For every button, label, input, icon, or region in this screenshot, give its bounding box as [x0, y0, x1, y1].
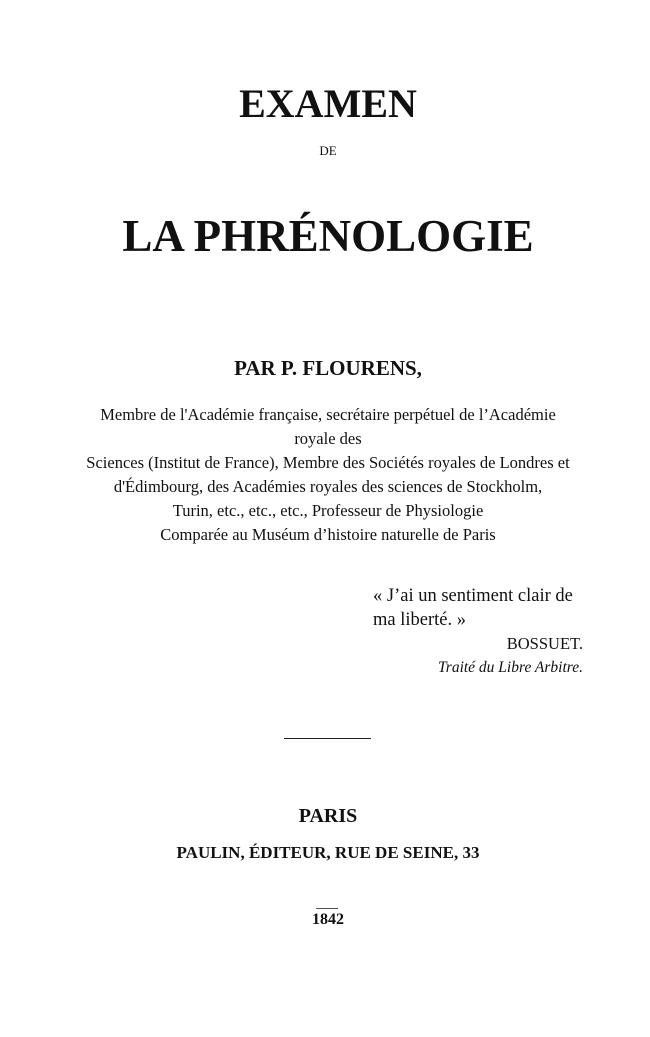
epigraph-author: BOSSUET. [506, 634, 583, 653]
title: EXAMEN [239, 81, 417, 126]
imprint-year: 1842 [312, 911, 344, 928]
epigraph-line: ma liberté. » [373, 610, 466, 630]
title-connector: DE [319, 143, 337, 158]
year-rule [316, 908, 338, 909]
imprint-city: PARIS [298, 805, 358, 827]
description-line: Sciences (Institut de France), Membre des Sociétés royales de Londres et [86, 453, 570, 472]
description-line: Comparée au Muséum d’histoire naturelle de Paris [160, 525, 496, 544]
divider-rule [284, 738, 371, 739]
description-line: Turin, etc., etc., etc., Professeur de Physiologie [172, 501, 484, 520]
epigraph-source: Traité du Libre Arbitre. [438, 659, 583, 676]
description-line: d'Édimbourg, des Académies royales des sciences de Stockholm, [113, 477, 543, 496]
imprint-publisher: PAULIN, ÉDITEUR, RUE DE SEINE, 33 [176, 843, 480, 862]
author-description [0, 403, 650, 547]
description-line: Membre de l'Académie française, secrétaire perpétuel de l’Académie [100, 405, 556, 424]
author-line: PAR P. FLOURENS, [234, 356, 422, 380]
epigraph-line: « J’ai un sentiment clair de [373, 586, 573, 606]
description-line: royale des [294, 429, 362, 448]
epigraph [373, 584, 583, 680]
subject-title: LA PHRÉNOLOGIE [122, 211, 534, 261]
